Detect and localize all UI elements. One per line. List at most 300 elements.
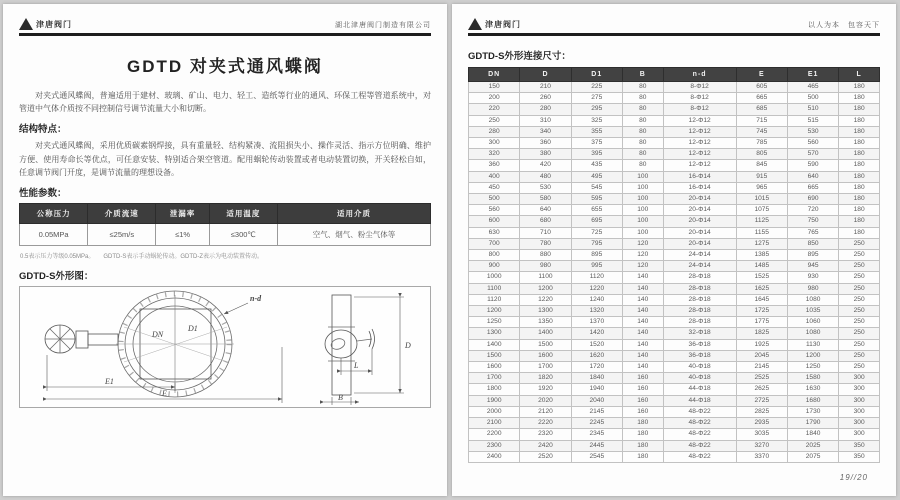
table-cell: 570 (787, 149, 838, 160)
table-cell: 300 (839, 406, 880, 417)
table-cell: 495 (571, 171, 622, 182)
table-cell: 1080 (787, 328, 838, 339)
table-cell: 100 (622, 182, 663, 193)
table-cell: 40-Φ18 (663, 362, 736, 373)
table-cell: 995 (571, 261, 622, 272)
table-cell: 80 (622, 126, 663, 137)
table-cell: 40-Φ18 (663, 373, 736, 384)
column-header: 介质流速 (88, 203, 156, 223)
company-name: 湖北津唐阀门制造有限公司 (335, 22, 431, 29)
table-row (469, 440, 880, 451)
table-cell: 180 (839, 216, 880, 227)
table-cell: 250 (839, 362, 880, 373)
table-cell: 1200 (787, 350, 838, 361)
table-cell: 360 (469, 160, 520, 171)
table-cell: 1630 (787, 384, 838, 395)
table-cell: 180 (839, 126, 880, 137)
table-cell: 1250 (469, 317, 520, 328)
features-heading: 结构特点： (19, 124, 67, 136)
table-cell: 160 (622, 373, 663, 384)
table-cell: 710 (520, 227, 571, 238)
table-cell: 700 (469, 238, 520, 249)
table-cell: 250 (839, 294, 880, 305)
table-cell: 200 (469, 93, 520, 104)
table-cell: 1080 (787, 294, 838, 305)
table-cell: 300 (839, 384, 880, 395)
table-cell: 2420 (520, 440, 571, 451)
table-cell: 210 (520, 82, 571, 93)
triangle-logo-icon (19, 18, 33, 30)
table-cell: 1600 (520, 350, 571, 361)
table-cell: 220 (469, 104, 520, 115)
page-number: 19//20 (839, 473, 868, 482)
page-right (452, 4, 896, 496)
table-cell: 515 (787, 115, 838, 126)
table-cell: 1320 (571, 306, 622, 317)
column-header: E (736, 68, 787, 82)
page-title: GDTD 对夹式通风蝶阀 (127, 57, 323, 76)
table-cell: 280 (520, 104, 571, 115)
brand-logo (468, 18, 521, 30)
table-cell: 1580 (787, 373, 838, 384)
table-cell: 685 (736, 104, 787, 115)
table-row (469, 395, 880, 406)
table-cell: 1800 (469, 384, 520, 395)
table-cell: 80 (622, 104, 663, 115)
table-cell: 120 (622, 238, 663, 249)
table-cell: 100 (622, 216, 663, 227)
table-cell: 1900 (469, 395, 520, 406)
table-cell: 250 (839, 283, 880, 294)
table-cell: 180 (622, 429, 663, 440)
table-row (469, 126, 880, 137)
table-cell: 48-Φ22 (663, 440, 736, 451)
table-cell: 640 (520, 205, 571, 216)
table-cell: 2545 (571, 451, 622, 462)
table-cell: 140 (622, 328, 663, 339)
table-cell: 1775 (736, 317, 787, 328)
table-cell: 1420 (571, 328, 622, 339)
brand-name: 津唐阀门 (485, 19, 521, 29)
table-cell: 380 (520, 149, 571, 160)
table-cell: 1015 (736, 194, 787, 205)
table-cell: 2445 (571, 440, 622, 451)
table-cell: 250 (839, 306, 880, 317)
column-header: 公称压力 (20, 203, 88, 223)
table-cell: 12-Φ12 (663, 149, 736, 160)
table-cell: 32-Φ18 (663, 328, 736, 339)
table-cell: 655 (571, 205, 622, 216)
table-cell: 605 (736, 82, 787, 93)
table-cell: 780 (520, 238, 571, 249)
table-cell: 160 (622, 384, 663, 395)
table-row (469, 373, 880, 384)
valve-drawing-svg (20, 287, 430, 407)
table-cell: 12-Φ12 (663, 160, 736, 171)
table-cell: 8-Φ12 (663, 104, 736, 115)
table-cell: 1350 (520, 317, 571, 328)
table-cell: 300 (469, 138, 520, 149)
table-cell: 1120 (571, 272, 622, 283)
page-left-header (19, 14, 431, 36)
table-cell: 355 (571, 126, 622, 137)
table-row (469, 115, 880, 126)
table-cell: 1000 (469, 272, 520, 283)
table-cell: 480 (520, 171, 571, 182)
dimensions-heading: GDTD-S外形连接尺寸： (468, 51, 571, 62)
table-cell: 180 (839, 194, 880, 205)
table-cell: 1250 (787, 362, 838, 373)
table-cell: 180 (622, 440, 663, 451)
table-cell: 225 (571, 82, 622, 93)
table-cell: 48-Φ22 (663, 406, 736, 417)
table-cell: 1730 (787, 406, 838, 417)
table-cell: 2040 (571, 395, 622, 406)
table-cell: 1840 (787, 429, 838, 440)
table-cell: 2025 (787, 440, 838, 451)
table-cell: 180 (839, 205, 880, 216)
table-row (469, 328, 880, 339)
table-cell: 1720 (571, 362, 622, 373)
table-cell: 80 (622, 138, 663, 149)
table-cell: 600 (469, 216, 520, 227)
label-d1: D1 (188, 323, 198, 333)
table-cell: 250 (469, 115, 520, 126)
table-cell: 1920 (520, 384, 571, 395)
table-row (469, 250, 880, 261)
table-cell: 340 (520, 126, 571, 137)
table-cell: 420 (520, 160, 571, 171)
front-view (45, 291, 234, 397)
table-cell: 310 (520, 115, 571, 126)
table-cell: 980 (520, 261, 571, 272)
table-cell: 8-Φ12 (663, 93, 736, 104)
table-cell: 745 (736, 126, 787, 137)
table-cell: 765 (787, 227, 838, 238)
table-cell: 160 (622, 395, 663, 406)
label-b: B (338, 392, 343, 402)
table-cell: 435 (571, 160, 622, 171)
brand-slogan: 以人为本 包容天下 (808, 22, 880, 29)
table-cell: 325 (571, 115, 622, 126)
table-cell: 580 (520, 194, 571, 205)
table-cell: 140 (622, 339, 663, 350)
table-row (469, 238, 880, 249)
table-row (469, 261, 880, 272)
table-row (469, 227, 880, 238)
table-row (469, 306, 880, 317)
table-cell: 895 (787, 250, 838, 261)
table-cell: 900 (469, 261, 520, 272)
table-cell: 36-Φ18 (663, 339, 736, 350)
table-cell: 715 (736, 115, 787, 126)
column-header: 适用温度 (209, 203, 277, 223)
table-cell: 180 (839, 160, 880, 171)
table-cell: 1790 (787, 418, 838, 429)
table-cell: 640 (787, 171, 838, 182)
table-cell: 880 (520, 250, 571, 261)
table-cell: 1220 (520, 294, 571, 305)
table-cell: 3035 (736, 429, 787, 440)
table-cell: 100 (622, 227, 663, 238)
performance-parameters-table (19, 203, 431, 246)
table-cell: 180 (839, 149, 880, 160)
table-cell: 300 (839, 429, 880, 440)
table-cell: 1155 (736, 227, 787, 238)
table-cell: 930 (787, 272, 838, 283)
table-row (469, 149, 880, 160)
table-cell: 2400 (469, 451, 520, 462)
table-cell: 1200 (469, 306, 520, 317)
table-cell: ≤25m/s (88, 223, 156, 245)
table-cell: 28-Φ18 (663, 283, 736, 294)
table-cell: 560 (787, 138, 838, 149)
table-cell: 180 (839, 171, 880, 182)
table-cell: 80 (622, 160, 663, 171)
table-footnote: 0.5表示压力等级0.05MPa。 GDTD-S表示手动蜗轮传动。GDTD-Z表示为电动装置传动。 (20, 253, 264, 260)
column-header: 适用介质 (277, 203, 430, 223)
table-cell: 24-Φ14 (663, 250, 736, 261)
table-cell: 180 (839, 115, 880, 126)
table-cell: 2200 (469, 429, 520, 440)
table-cell: 140 (622, 272, 663, 283)
table-cell: 915 (736, 171, 787, 182)
table-cell: 1525 (736, 272, 787, 283)
table-cell: 1125 (736, 216, 787, 227)
table-cell: 28-Φ18 (663, 294, 736, 305)
table-cell: 300 (839, 373, 880, 384)
table-cell: 1520 (571, 339, 622, 350)
table-cell: 1100 (520, 272, 571, 283)
table-cell: 100 (622, 205, 663, 216)
table-cell: 500 (469, 194, 520, 205)
table-cell: 180 (622, 418, 663, 429)
table-cell: 80 (622, 93, 663, 104)
table-cell: 1100 (469, 283, 520, 294)
table-cell: 1200 (520, 283, 571, 294)
table-cell: 140 (622, 317, 663, 328)
table-cell: 2245 (571, 418, 622, 429)
table-cell: 1600 (469, 362, 520, 373)
table-cell: 8-Φ12 (663, 82, 736, 93)
table-cell: 590 (787, 160, 838, 171)
table-cell: 665 (787, 182, 838, 193)
table-cell: 2045 (736, 350, 787, 361)
table-cell: 1500 (520, 339, 571, 350)
table-cell: 980 (787, 283, 838, 294)
table-cell: 695 (571, 216, 622, 227)
table-cell: 1130 (787, 339, 838, 350)
table-cell: 16-Φ14 (663, 171, 736, 182)
table-cell: 280 (469, 126, 520, 137)
table-cell: 895 (571, 250, 622, 261)
table-cell: 300 (839, 418, 880, 429)
table-cell: 665 (736, 93, 787, 104)
table-cell: 28-Φ18 (663, 317, 736, 328)
triangle-logo-icon (468, 18, 482, 30)
table-cell: 595 (571, 194, 622, 205)
table-cell: 500 (787, 93, 838, 104)
table-cell: 560 (469, 205, 520, 216)
table-cell: 1700 (469, 373, 520, 384)
table-cell: 180 (839, 182, 880, 193)
table-cell: 295 (571, 104, 622, 115)
table-cell: 48-Φ22 (663, 451, 736, 462)
table-cell: 400 (469, 171, 520, 182)
table-cell: 120 (622, 261, 663, 272)
table-cell: 250 (839, 250, 880, 261)
table-row (469, 294, 880, 305)
table-cell: 120 (622, 250, 663, 261)
table-row (469, 418, 880, 429)
table-cell: 320 (469, 149, 520, 160)
table-cell: 250 (839, 328, 880, 339)
table-cell: 1725 (736, 306, 787, 317)
table-cell: 140 (622, 350, 663, 361)
table-cell: 2825 (736, 406, 787, 417)
table-row (469, 350, 880, 361)
table-cell: 28-Φ18 (663, 306, 736, 317)
table-cell: 1820 (520, 373, 571, 384)
table-cell: 375 (571, 138, 622, 149)
table-cell: 2525 (736, 373, 787, 384)
table-cell: 945 (787, 261, 838, 272)
table-cell: 1825 (736, 328, 787, 339)
table-cell: 2345 (571, 429, 622, 440)
table-cell: 24-Φ14 (663, 261, 736, 272)
table-cell: 680 (520, 216, 571, 227)
table-cell: 0.05MPa (20, 223, 88, 245)
table-cell: 1840 (571, 373, 622, 384)
table-cell: 140 (622, 283, 663, 294)
table-cell: 360 (520, 138, 571, 149)
table-row (469, 429, 880, 440)
table-cell: 80 (622, 149, 663, 160)
column-header: L (839, 68, 880, 82)
table-cell: 1240 (571, 294, 622, 305)
table-cell: 350 (839, 451, 880, 462)
label-e1: E1 (105, 376, 114, 386)
table-cell: 250 (839, 350, 880, 361)
table-cell: 180 (622, 451, 663, 462)
table-cell: 1625 (736, 283, 787, 294)
front-view-dimensions (47, 303, 282, 403)
table-cell: 545 (571, 182, 622, 193)
table-cell: 44-Φ18 (663, 395, 736, 406)
table-cell: 250 (839, 261, 880, 272)
table-cell: 2145 (571, 406, 622, 417)
column-header: 泄漏率 (156, 203, 209, 223)
table-cell: 140 (622, 294, 663, 305)
table-cell: 1645 (736, 294, 787, 305)
table-cell: 12-Φ12 (663, 126, 736, 137)
column-header: D (520, 68, 571, 82)
connection-dimensions-table (468, 67, 880, 463)
table-cell: 2725 (736, 395, 787, 406)
table-row (469, 93, 880, 104)
table-cell: ≤1% (156, 223, 209, 245)
table-cell: 2145 (736, 362, 787, 373)
table-cell: 20-Φ14 (663, 216, 736, 227)
table-cell: 20-Φ14 (663, 194, 736, 205)
column-header: E1 (787, 68, 838, 82)
table-cell: 350 (839, 440, 880, 451)
table-cell: 1680 (787, 395, 838, 406)
table-cell: 2120 (520, 406, 571, 417)
label-l: L (354, 360, 359, 370)
table-cell: 36-Φ18 (663, 350, 736, 361)
table-cell: 1940 (571, 384, 622, 395)
table-cell: 12-Φ12 (663, 115, 736, 126)
table-cell: 12-Φ12 (663, 138, 736, 149)
table-cell: 530 (787, 126, 838, 137)
table-cell: 1400 (520, 328, 571, 339)
table-cell: 2300 (469, 440, 520, 451)
table-cell: 180 (839, 82, 880, 93)
column-header: DN (469, 68, 520, 82)
table-row (469, 171, 880, 182)
table-cell: 1035 (787, 306, 838, 317)
table-row (469, 451, 880, 462)
page-right-header (468, 14, 880, 36)
table-row (469, 216, 880, 227)
table-cell: 150 (469, 82, 520, 93)
table-row (469, 160, 880, 171)
table-cell: 28-Φ18 (663, 272, 736, 283)
table-cell: 1385 (736, 250, 787, 261)
table-cell: 725 (571, 227, 622, 238)
table-cell: 845 (736, 160, 787, 171)
table-cell: 2935 (736, 418, 787, 429)
table-cell: 2020 (520, 395, 571, 406)
table-cell: 空气、烟气、粉尘气体等 (277, 223, 430, 245)
table-cell: 1300 (469, 328, 520, 339)
table-cell: 805 (736, 149, 787, 160)
table-cell: 2100 (469, 418, 520, 429)
table-cell: 250 (839, 272, 880, 283)
table-cell: 2625 (736, 384, 787, 395)
table-row (469, 104, 880, 115)
table-cell: 1370 (571, 317, 622, 328)
valve-outline-drawing (19, 286, 431, 408)
intro-paragraph: 对夹式通风蝶阀，普遍适用于建材、玻璃、矿山、电力、轻工、造纸等行业的通风、环保工程等管道系统中，对管道中气体介质按不同控制信号调节流量大小和切断。 (19, 91, 431, 114)
table-cell: 800 (469, 250, 520, 261)
table-cell: 1220 (571, 283, 622, 294)
table-cell: 690 (787, 194, 838, 205)
table-cell: 44-Φ18 (663, 384, 736, 395)
table-cell: ≤300℃ (209, 223, 277, 245)
column-header: B (622, 68, 663, 82)
table-cell: 2000 (469, 406, 520, 417)
table-cell: 465 (787, 82, 838, 93)
table-row (469, 339, 880, 350)
table-cell: 785 (736, 138, 787, 149)
label-nd: n-d (250, 293, 262, 303)
table-cell: 395 (571, 149, 622, 160)
table-cell: 250 (839, 317, 880, 328)
table-row (469, 82, 880, 93)
table-cell: 450 (469, 182, 520, 193)
table-row (469, 362, 880, 373)
drawing-heading: GDTD-S外形图： (19, 270, 94, 282)
table-cell: 2320 (520, 429, 571, 440)
table-cell: 1300 (520, 306, 571, 317)
table-cell: 100 (622, 171, 663, 182)
table-cell: 250 (839, 238, 880, 249)
side-view (325, 295, 375, 395)
table-cell: 2075 (787, 451, 838, 462)
table-cell: 300 (839, 395, 880, 406)
